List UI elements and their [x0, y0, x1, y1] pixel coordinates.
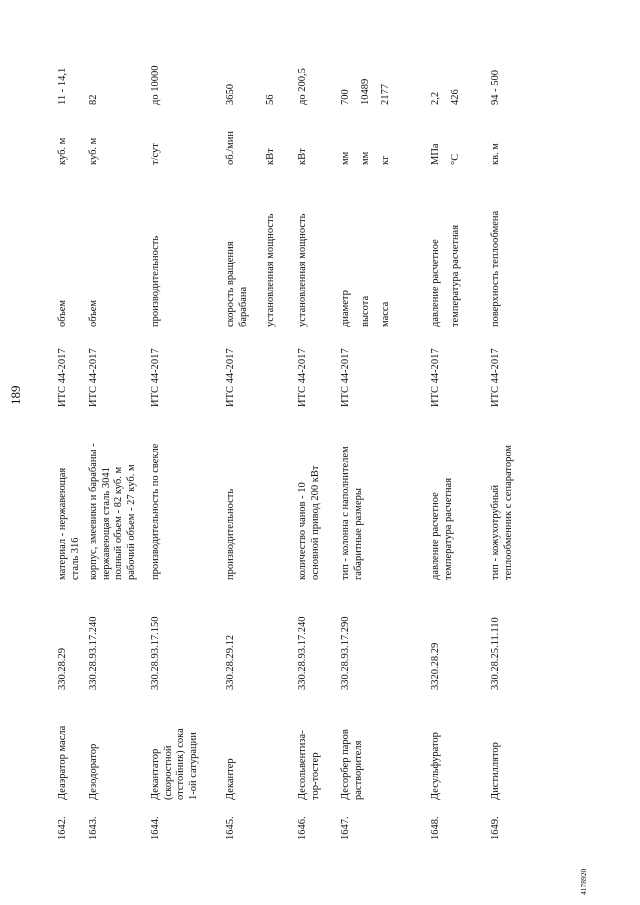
- text-line: сталь 316: [69, 537, 81, 580]
- parameter-value: до 10000: [150, 65, 161, 105]
- equipment-name: [297, 700, 322, 800]
- text-line: объем: [57, 299, 68, 327]
- text-line: давление расчетное: [430, 492, 441, 580]
- text-line: тип - кожухотрубный: [490, 484, 501, 580]
- parameter-name: [225, 167, 250, 327]
- page-number: 189: [8, 385, 23, 405]
- row-number: 1647.: [340, 816, 351, 840]
- standard-ref: ИТС 44-2017: [88, 348, 99, 407]
- characteristics: [340, 420, 365, 580]
- row-number: 1646.: [297, 816, 308, 840]
- characteristics: [297, 420, 322, 580]
- text-line: масса: [380, 301, 391, 327]
- okpd-code: 330.28.29.12: [225, 634, 236, 690]
- standard-ref: ИТС 44-2017: [490, 348, 501, 407]
- text-line: Десульфуратор: [430, 732, 441, 800]
- text-line: тип - колонна с наполнителем: [340, 446, 351, 580]
- text-line: теплообменник с сепаратором: [502, 444, 514, 580]
- standard-ref: ИТС 44-2017: [297, 348, 308, 407]
- text-line: нержавеющая сталь 3041: [100, 467, 112, 580]
- equipment-name: [430, 700, 443, 800]
- text-line: Деаэратор масла: [57, 725, 68, 800]
- parameter-value: 2,2: [430, 91, 441, 105]
- parameter-value: 426: [450, 89, 461, 105]
- parameter-unit: кВт: [265, 148, 276, 165]
- parameter-unit: кв. м: [490, 143, 501, 165]
- text-line: Декантатор: [150, 748, 161, 800]
- parameter-unit: °C: [450, 153, 461, 165]
- parameter-unit: кВт: [297, 148, 308, 165]
- text-line: температура расчетная: [450, 224, 461, 327]
- row-number: 1644.: [150, 816, 161, 840]
- parameter-unit: МПа: [430, 143, 441, 165]
- parameter-unit: куб. м: [57, 137, 68, 165]
- parameter-value: 82: [88, 94, 99, 105]
- text-line: Дезодоратор: [88, 743, 99, 800]
- parameter-name: [57, 167, 70, 327]
- text-line: корпус, змеевики и барабаны -: [88, 443, 99, 580]
- text-line: (скоростной: [162, 745, 174, 800]
- parameter-name: [490, 167, 503, 327]
- text-line: растворителя: [352, 740, 364, 800]
- text-line: полный объем - 82 куб. м: [113, 466, 124, 580]
- equipment-name: [57, 700, 70, 800]
- characteristics: [88, 420, 138, 580]
- characteristics: [225, 420, 238, 580]
- text-line: Декантер: [225, 758, 236, 800]
- text-line: габаритные размеры: [352, 488, 364, 580]
- parameter-value: 700: [340, 89, 351, 105]
- okpd-code: 330.28.93.17.290: [340, 616, 351, 690]
- parameter-name: [340, 167, 353, 327]
- row-number: 1642.: [57, 816, 68, 840]
- text-line: материал - нержавеющая: [57, 467, 68, 580]
- standard-ref: ИТС 44-2017: [430, 348, 441, 407]
- parameter-name: [380, 167, 393, 327]
- parameter-value: 2177: [380, 84, 391, 105]
- text-line: давление расчетное: [430, 239, 441, 327]
- equipment-name: [340, 700, 365, 800]
- text-line: Десорбер паров: [340, 729, 351, 800]
- parameter-unit: мм: [340, 151, 351, 165]
- parameter-unit: т/сут: [150, 143, 161, 165]
- row-number: 1648.: [430, 816, 441, 840]
- row-number: 1649.: [490, 816, 501, 840]
- parameter-name: [297, 167, 310, 327]
- equipment-name: [490, 700, 503, 800]
- text-line: объем: [88, 299, 99, 327]
- text-line: установленная мощность: [297, 213, 308, 327]
- row-number: 1643.: [88, 816, 99, 840]
- standard-ref: ИТС 44-2017: [57, 348, 68, 407]
- characteristics: [490, 420, 515, 580]
- text-line: тор-тостер: [309, 752, 321, 800]
- characteristics: [430, 420, 455, 580]
- parameter-value: 10489: [360, 78, 371, 105]
- text-line: количество чанов - 10: [297, 482, 308, 580]
- okpd-code: 330.28.29: [57, 648, 68, 690]
- standard-ref: ИТС 44-2017: [340, 348, 351, 407]
- text-line: производительность по свекле: [150, 443, 161, 580]
- text-line: температура расчетная: [442, 477, 454, 580]
- text-line: установленная мощность: [265, 213, 276, 327]
- okpd-code: 330.28.93.17.240: [88, 616, 99, 690]
- standard-ref: ИТС 44-2017: [225, 348, 236, 407]
- okpd-code: 3320.28.29: [430, 642, 441, 690]
- parameter-name: [150, 167, 163, 327]
- parameter-unit: кг: [380, 155, 391, 165]
- text-line: барабана: [237, 286, 249, 327]
- parameter-unit: куб. м: [88, 137, 99, 165]
- text-line: Десольвентиза-: [297, 730, 308, 800]
- okpd-code: 330.28.25.11.110: [490, 617, 501, 690]
- standard-ref: ИТС 44-2017: [150, 348, 161, 407]
- parameter-unit: мм: [360, 151, 371, 165]
- text-line: отстойник) сока: [175, 728, 186, 800]
- text-line: рабочий объем - 27 куб. м: [125, 464, 137, 580]
- text-line: диаметр: [340, 290, 351, 327]
- text-line: производительность: [150, 235, 161, 327]
- okpd-code: 330.28.93.17.150: [150, 616, 161, 690]
- text-line: поверхность теплообмена: [490, 210, 501, 327]
- equipment-name: [150, 700, 200, 800]
- parameter-value: 94 - 500: [490, 70, 501, 105]
- text-line: Дистиллятор: [490, 742, 501, 800]
- text-line: основной привод 200 кВт: [309, 465, 321, 580]
- text-line: высота: [360, 295, 371, 327]
- parameter-name: [265, 167, 278, 327]
- characteristics: [150, 420, 163, 580]
- equipment-name: [88, 700, 101, 800]
- text-line: 1-ой сатурации: [187, 732, 199, 800]
- text-line: производительность: [225, 488, 236, 580]
- parameter-name: [450, 167, 463, 327]
- characteristics: [57, 420, 82, 580]
- parameter-unit: об./мин: [225, 130, 236, 165]
- text-line: скорость вращения: [225, 241, 236, 327]
- parameter-value: 56: [265, 94, 276, 105]
- okpd-code: 330.28.93.17.240: [297, 616, 308, 690]
- parameter-name: [88, 167, 101, 327]
- parameter-value: 11 - 14,1: [57, 67, 68, 105]
- parameter-value: до 200,5: [297, 68, 308, 105]
- parameter-value: 3650: [225, 84, 236, 105]
- equipment-name: [225, 700, 238, 800]
- document-code: 4178920: [579, 868, 588, 895]
- parameter-name: [360, 167, 373, 327]
- parameter-name: [430, 167, 443, 327]
- row-number: 1645.: [225, 816, 236, 840]
